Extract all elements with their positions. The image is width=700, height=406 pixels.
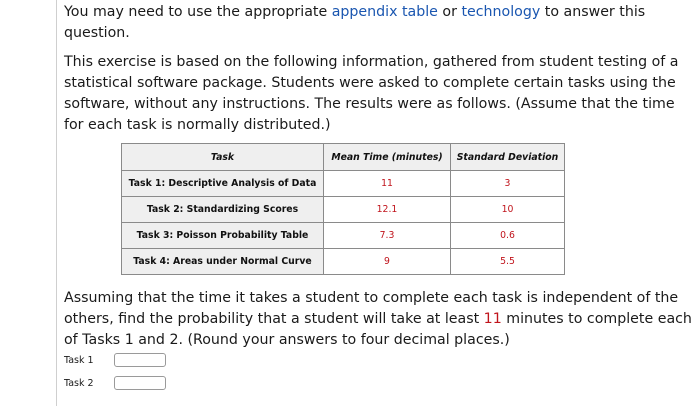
task-mean: 7.3 — [324, 223, 451, 249]
table-row — [122, 223, 565, 249]
instruction-middle: or — [437, 4, 462, 20]
instruction-suffix: to answer this question. — [64, 4, 646, 41]
header-mean-time: Mean Time (minutes) — [324, 144, 451, 171]
appendix-table-link[interactable]: appendix table — [331, 4, 438, 20]
question-suffix: minutes to complete each of Tasks 1 and 2. (Round your answers to four decimal places.) — [64, 311, 692, 348]
table-row — [122, 197, 565, 223]
answer-row-task-2 — [64, 376, 166, 390]
task-sd: 3 — [451, 171, 565, 197]
table-row — [122, 249, 565, 275]
task-name: Task 1: Descriptive Analysis of Data — [122, 171, 324, 197]
task-2-answer-input[interactable] — [114, 376, 166, 390]
task-mean: 9 — [324, 249, 451, 275]
task-table — [121, 143, 565, 275]
task-name: Task 3: Poisson Probability Table — [122, 223, 324, 249]
instruction-text — [64, 2, 694, 44]
instruction-prefix: You may need to use the appropriate — [64, 4, 332, 20]
table-header-row — [122, 144, 565, 171]
table-row — [122, 171, 565, 197]
answer-label-task-1: Task 1 — [64, 354, 94, 366]
technology-link[interactable]: technology — [461, 4, 541, 20]
left-border — [56, 0, 57, 406]
question-threshold: 11 — [483, 311, 502, 327]
exercise-info: This exercise is based on the following information, gathered from student testing of a statistical software package. Students were asked to complete certain tasks using the software, without any instructions. The results were as follows. (Assume that the time for each task is normally distributed.) — [64, 54, 679, 133]
answer-row-task-1 — [64, 353, 166, 367]
task-mean: 11 — [324, 171, 451, 197]
question-content — [64, 0, 694, 136]
task-mean: 12.1 — [324, 197, 451, 223]
task-sd: 0.6 — [451, 223, 565, 249]
question-prefix: Assuming that the time it takes a student to complete each task is independent of the others, find the probability that a student will take at least — [64, 290, 679, 327]
task-name: Task 2: Standardizing Scores — [122, 197, 324, 223]
question-text — [64, 288, 694, 351]
task-1-answer-input[interactable] — [114, 353, 166, 367]
task-sd: 5.5 — [451, 249, 565, 275]
header-task: Task — [122, 144, 324, 171]
answer-label-task-2: Task 2 — [64, 377, 94, 389]
header-standard-deviation: Standard Deviation — [451, 144, 565, 171]
task-name: Task 4: Areas under Normal Curve — [122, 249, 324, 275]
task-sd: 10 — [451, 197, 565, 223]
